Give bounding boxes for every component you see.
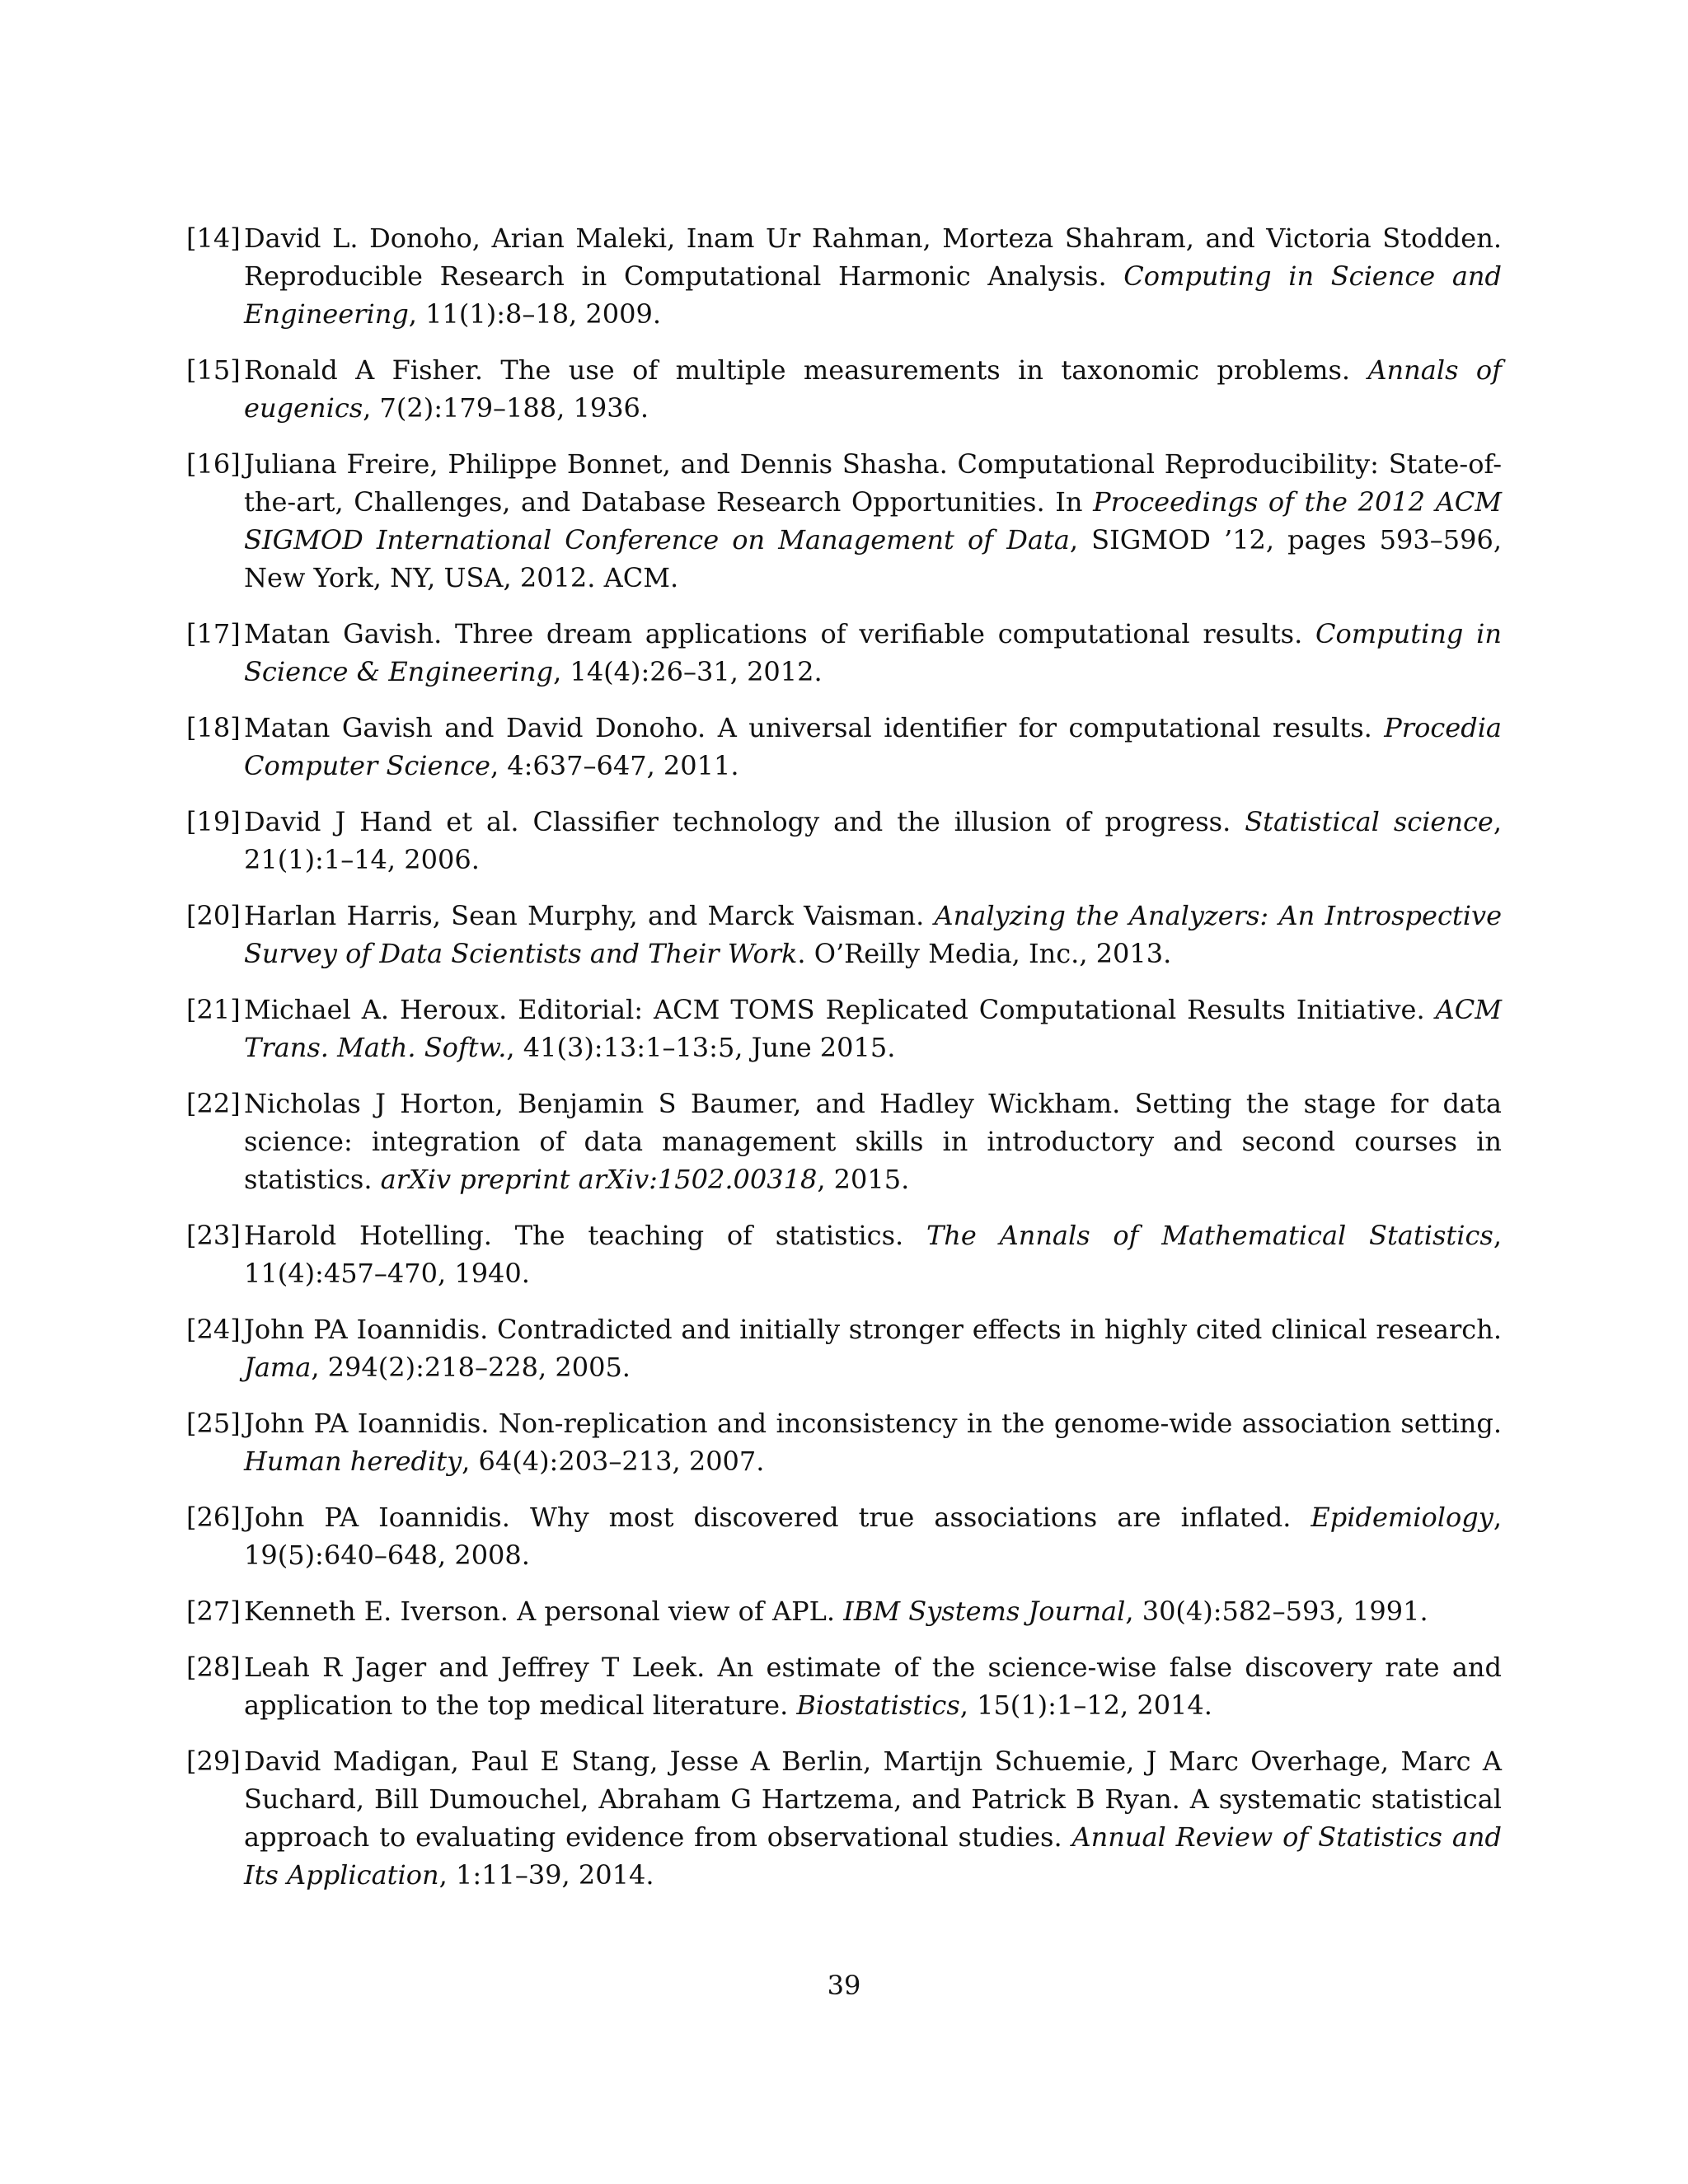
reference-venue: Annual Review of Statistics and Its Application — [244, 1821, 1503, 1891]
reference-text: Ronald A Fisher. The use of multiple measurements in taxonomic problems. — [244, 354, 1368, 386]
reference-venue: Analyzing the Analyzers: An Introspective Survey of Data Scientists and Their Work — [244, 900, 1503, 969]
reference-venue: IBM Systems Journal — [843, 1596, 1126, 1627]
reference-venue: The Annals of Mathematical Statistics — [926, 1220, 1493, 1251]
reference-text: Kenneth E. Iverson. A personal view of APL. — [244, 1596, 844, 1627]
reference-venue: Annals of eugenics — [244, 354, 1503, 424]
reference-text: Matan Gavish and David Donoho. A universal identifier for computational results. — [244, 712, 1385, 743]
reference-item — [186, 445, 1502, 597]
reference-venue: Computing in Science and Engineering — [244, 260, 1503, 330]
reference-venue: Proceedings of the 2012 ACM SIGMOD International Conference on Management of Data — [244, 486, 1503, 555]
reference-venue: Human heredity — [244, 1446, 462, 1477]
reference-number: [26] — [186, 1502, 241, 1533]
reference-venue: Jama — [244, 1352, 312, 1383]
reference-number: [20] — [186, 900, 241, 931]
reference-number: [16] — [186, 448, 241, 480]
reference-number: [18] — [186, 712, 241, 743]
reference-item — [186, 615, 1502, 691]
reference-details: , 4:637–647, 2011. — [490, 750, 739, 781]
reference-item — [186, 1648, 1502, 1724]
reference-item — [186, 803, 1502, 879]
reference-text: John PA Ioannidis. Why most discovered true associations are inflated. — [244, 1502, 1311, 1533]
reference-number: [14] — [186, 223, 241, 254]
reference-details: , SIGMOD ’12, pages 593–596, New York, NY, USA, 2012. ACM. — [244, 524, 1503, 593]
reference-number: [23] — [186, 1220, 241, 1251]
reference-text: Juliana Freire, Philippe Bonnet, and Dennis Shasha. Computational Reproducibility: State-of-the-art, Challenges, and Database Research Opportunities. In — [244, 448, 1502, 518]
reference-text: Michael A. Heroux. Editorial: ACM TOMS Replicated Computational Results Initiative. — [244, 994, 1436, 1025]
reference-details: , 19(5):640–648, 2008. — [244, 1502, 1502, 1571]
reference-item — [186, 1310, 1502, 1386]
reference-details: , 14(4):26–31, 2012. — [553, 656, 823, 687]
reference-details: , 21(1):1–14, 2006. — [244, 806, 1502, 875]
reference-text: Harlan Harris, Sean Murphy, and Marck Vaisman. — [244, 900, 935, 931]
reference-details: . O’Reilly Media, Inc., 2013. — [797, 938, 1172, 969]
reference-number: [25] — [186, 1408, 241, 1439]
reference-text: David L. Donoho, Arian Maleki, Inam Ur Rahman, Morteza Shahram, and Victoria Stodden. Reproducible Research in Computational Harmonic Analysis. — [244, 223, 1502, 292]
reference-item — [186, 709, 1502, 785]
reference-item — [186, 351, 1502, 427]
reference-details: , 1:11–39, 2014. — [438, 1859, 654, 1891]
reference-number: [21] — [186, 994, 241, 1025]
reference-details: , 11(4):457–470, 1940. — [244, 1220, 1503, 1289]
reference-details: , 41(3):13:1–13:5, June 2015. — [506, 1032, 896, 1063]
reference-venue: Statistical science — [1245, 806, 1493, 837]
reference-text: David Madigan, Paul E Stang, Jesse A Berlin, Martijn Schuemie, J Marc Overhage, Marc A Suchard, Bill Dumouchel, Abraham G Hartzema, and Patrick B Ryan. A systematic statistical approach to evaluating evidence from observational studies. — [244, 1746, 1502, 1853]
reference-item — [186, 1216, 1502, 1292]
reference-list — [186, 219, 1502, 1912]
reference-number: [17] — [186, 618, 241, 649]
reference-venue: Procedia Computer Science — [244, 712, 1502, 781]
reference-item — [186, 991, 1502, 1066]
reference-venue: Biostatistics — [796, 1690, 960, 1721]
reference-venue: ACM Trans. Math. Softw. — [244, 994, 1502, 1063]
reference-venue: arXiv preprint arXiv:1502.00318 — [380, 1164, 818, 1195]
reference-number: [27] — [186, 1596, 241, 1627]
reference-venue: Epidemiology — [1311, 1502, 1493, 1533]
reference-details: , 7(2):179–188, 1936. — [363, 392, 649, 424]
page-number: 39 — [827, 1970, 861, 2001]
reference-number: [22] — [186, 1088, 241, 1119]
reference-text: John PA Ioannidis. Non-replication and inconsistency in the genome-wide association setting. — [244, 1408, 1502, 1439]
reference-text: Leah R Jager and Jeffrey T Leek. An estimate of the science-wise false discovery rate and application to the top medical literature. — [244, 1652, 1502, 1721]
reference-item — [186, 897, 1502, 972]
reference-item — [186, 1404, 1502, 1480]
reference-text: Nicholas J Horton, Benjamin S Baumer, and Hadley Wickham. Setting the stage for data science: integration of data management skills in introductory and second courses in statistics. — [244, 1088, 1502, 1195]
reference-number: [19] — [186, 806, 241, 837]
reference-item — [186, 1592, 1502, 1630]
reference-number: [28] — [186, 1652, 241, 1683]
reference-number: [29] — [186, 1746, 241, 1777]
reference-text: John PA Ioannidis. Contradicted and initially stronger effects in highly cited clinical research. — [244, 1314, 1502, 1345]
reference-text: David J Hand et al. Classifier technology and the illusion of progress. — [244, 806, 1245, 837]
reference-details: , 15(1):1–12, 2014. — [959, 1690, 1212, 1721]
reference-item — [186, 219, 1502, 333]
reference-item — [186, 1498, 1502, 1574]
reference-venue: Computing in Science & Engineering — [244, 618, 1503, 687]
reference-details: , 11(1):8–18, 2009. — [408, 298, 661, 330]
reference-item — [186, 1085, 1502, 1198]
reference-details: , 64(4):203–213, 2007. — [462, 1446, 765, 1477]
reference-text: Harold Hotelling. The teaching of statistics. — [244, 1220, 926, 1251]
reference-details: , 30(4):582–593, 1991. — [1125, 1596, 1428, 1627]
reference-number: [15] — [186, 354, 241, 386]
reference-number: [24] — [186, 1314, 241, 1345]
reference-text: Matan Gavish. Three dream applications of verifiable computational results. — [244, 618, 1316, 649]
reference-details: , 294(2):218–228, 2005. — [311, 1352, 631, 1383]
reference-details: , 2015. — [817, 1164, 910, 1195]
reference-item — [186, 1742, 1502, 1894]
